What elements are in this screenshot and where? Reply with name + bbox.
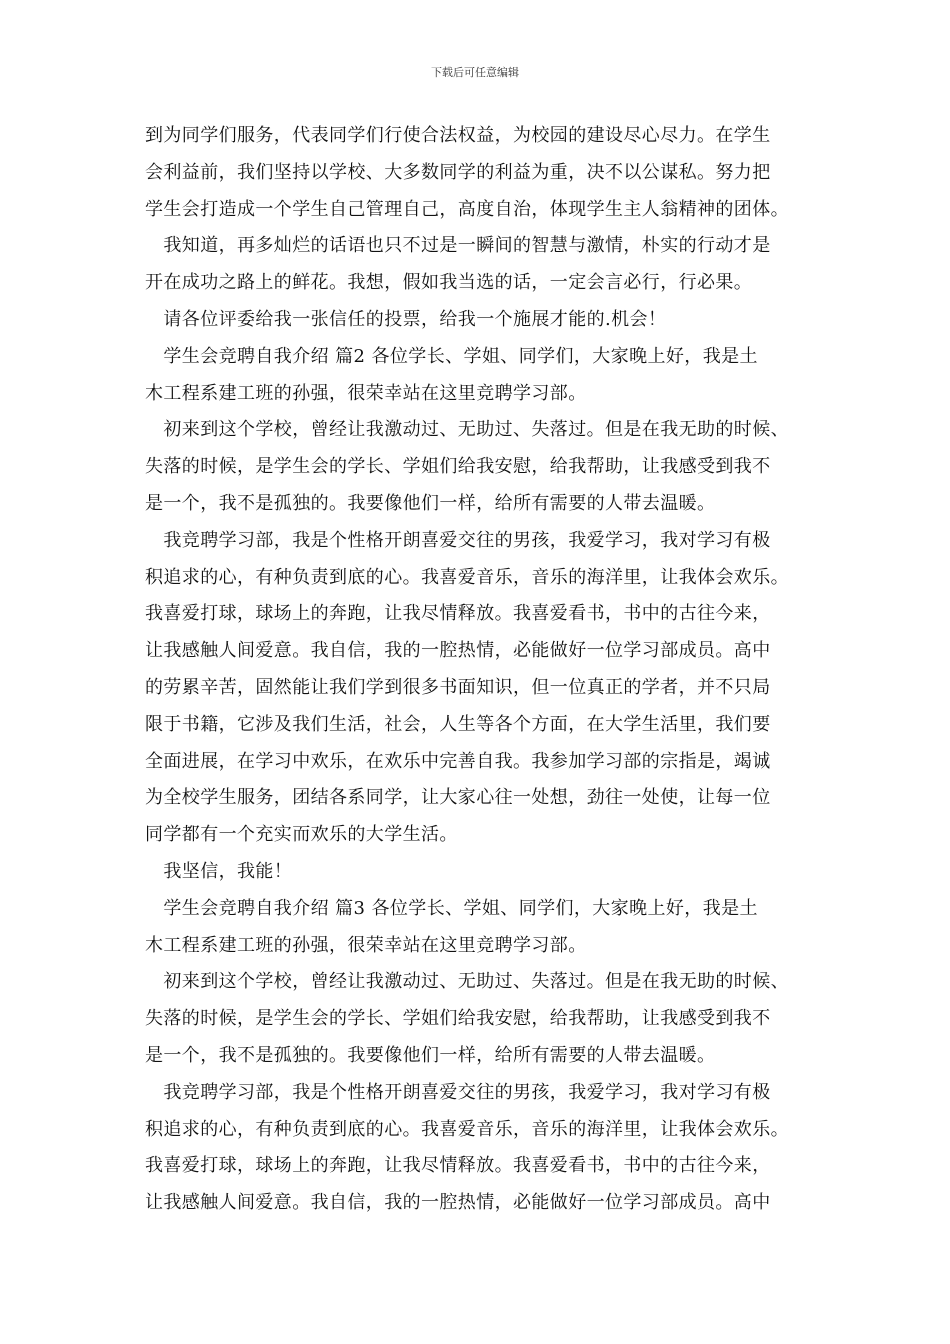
paragraph xyxy=(145,854,810,891)
text-line: 失落的时候，是学生会的学长、学姐们给我安慰，给我帮助，让我感受到我不 xyxy=(145,456,771,478)
text-line: 全面进展，在学习中欢乐，在欢乐中完善自我。我参加学习部的宗指是，竭诚 xyxy=(145,750,771,772)
paragraph xyxy=(145,228,810,302)
text-line: 请各位评委给我一张信任的投票，给我一个施展才能的.机会！ xyxy=(145,308,667,330)
paragraph xyxy=(145,891,810,965)
text-line: 我喜爱打球，球场上的奔跑，让我尽情释放。我喜爱看书，书中的古往今来， xyxy=(145,603,771,625)
text-line: 让我感触人间爱意。我自信，我的一腔热情，必能做好一位学习部成员。高中 xyxy=(145,640,771,662)
text-line: 的劳累辛苦，固然能让我们学到很多书面知识，但一位真正的学者，并不只局 xyxy=(145,676,771,698)
text-line: 我竞聘学习部，我是个性格开朗喜爱交往的男孩，我爱学习，我对学习有极 xyxy=(145,1081,771,1103)
text-line: 积追求的心，有种负责到底的心。我喜爱音乐，音乐的海洋里，让我体会欢乐。 xyxy=(145,566,789,588)
paragraph xyxy=(145,412,810,522)
text-line: 我竞聘学习部，我是个性格开朗喜爱交往的男孩，我爱学习，我对学习有极 xyxy=(145,529,771,551)
text-line: 同学都有一个充实而欢乐的大学生活。 xyxy=(145,824,458,846)
text-line: 我知道，再多灿烂的话语也只不过是一瞬间的智慧与激情，朴实的行动才是 xyxy=(145,235,771,257)
text-line: 失落的时候，是学生会的学长、学姐们给我安慰，给我帮助，让我感受到我不 xyxy=(145,1008,771,1030)
paragraph xyxy=(145,964,810,1074)
text-line: 学生会打造成一个学生自己管理自己，高度自治，体现学生主人翁精神的团体。 xyxy=(145,198,789,220)
text-line: 是一个，我不是孤独的。我要像他们一样，给所有需要的人带去温暖。 xyxy=(145,1044,716,1066)
text-line: 是一个，我不是孤独的。我要像他们一样，给所有需要的人带去温暖。 xyxy=(145,492,716,514)
text-line: 我喜爱打球，球场上的奔跑，让我尽情释放。我喜爱看书，书中的古往今来， xyxy=(145,1155,771,1177)
paragraph xyxy=(145,523,810,854)
text-line: 学生会竞聘自我介绍 篇3 各位学长、学姐、同学们，大家晚上好，我是土 xyxy=(145,897,758,919)
paragraph xyxy=(145,302,810,339)
text-line: 木工程系建工班的孙强，很荣幸站在这里竞聘学习部。 xyxy=(145,382,587,404)
text-line: 为全校学生服务，团结各系同学，让大家心往一处想，劲往一处使，让每一位 xyxy=(145,787,771,809)
text-line: 到为同学们服务，代表同学们行使合法权益，为校园的建设尽心尽力。在学生 xyxy=(145,125,771,146)
text-line: 我坚信，我能！ xyxy=(145,860,293,882)
paragraph xyxy=(145,339,810,413)
paragraph xyxy=(145,118,810,228)
document-body xyxy=(145,118,810,1222)
text-line: 木工程系建工班的孙强，很荣幸站在这里竞聘学习部。 xyxy=(145,934,587,956)
text-line: 积追求的心，有种负责到底的心。我喜爱音乐，音乐的海洋里，让我体会欢乐。 xyxy=(145,1118,789,1140)
text-line: 初来到这个学校，曾经让我激动过、无助过、失落过。但是在我无助的时候、 xyxy=(145,419,789,441)
text-line: 会利益前，我们坚持以学校、大多数同学的利益为重，决不以公谋私。努力把 xyxy=(145,161,771,183)
text-line: 学生会竞聘自我介绍 篇2 各位学长、学姐、同学们，大家晚上好，我是土 xyxy=(145,345,758,367)
text-line: 限于书籍，它涉及我们生活，社会，人生等各个方面，在大学生活里，我们要 xyxy=(145,713,771,735)
text-line: 让我感触人间爱意。我自信，我的一腔热情，必能做好一位学习部成员。高中 xyxy=(145,1192,771,1214)
text-line: 初来到这个学校，曾经让我激动过、无助过、失落过。但是在我无助的时候、 xyxy=(145,971,789,993)
paragraph xyxy=(145,1075,810,1222)
text-line: 开在成功之路上的鲜花。我想，假如我当选的话，一定会言必行，行必果。 xyxy=(145,272,753,294)
page-header: 下载后可任意编辑 xyxy=(431,66,519,79)
